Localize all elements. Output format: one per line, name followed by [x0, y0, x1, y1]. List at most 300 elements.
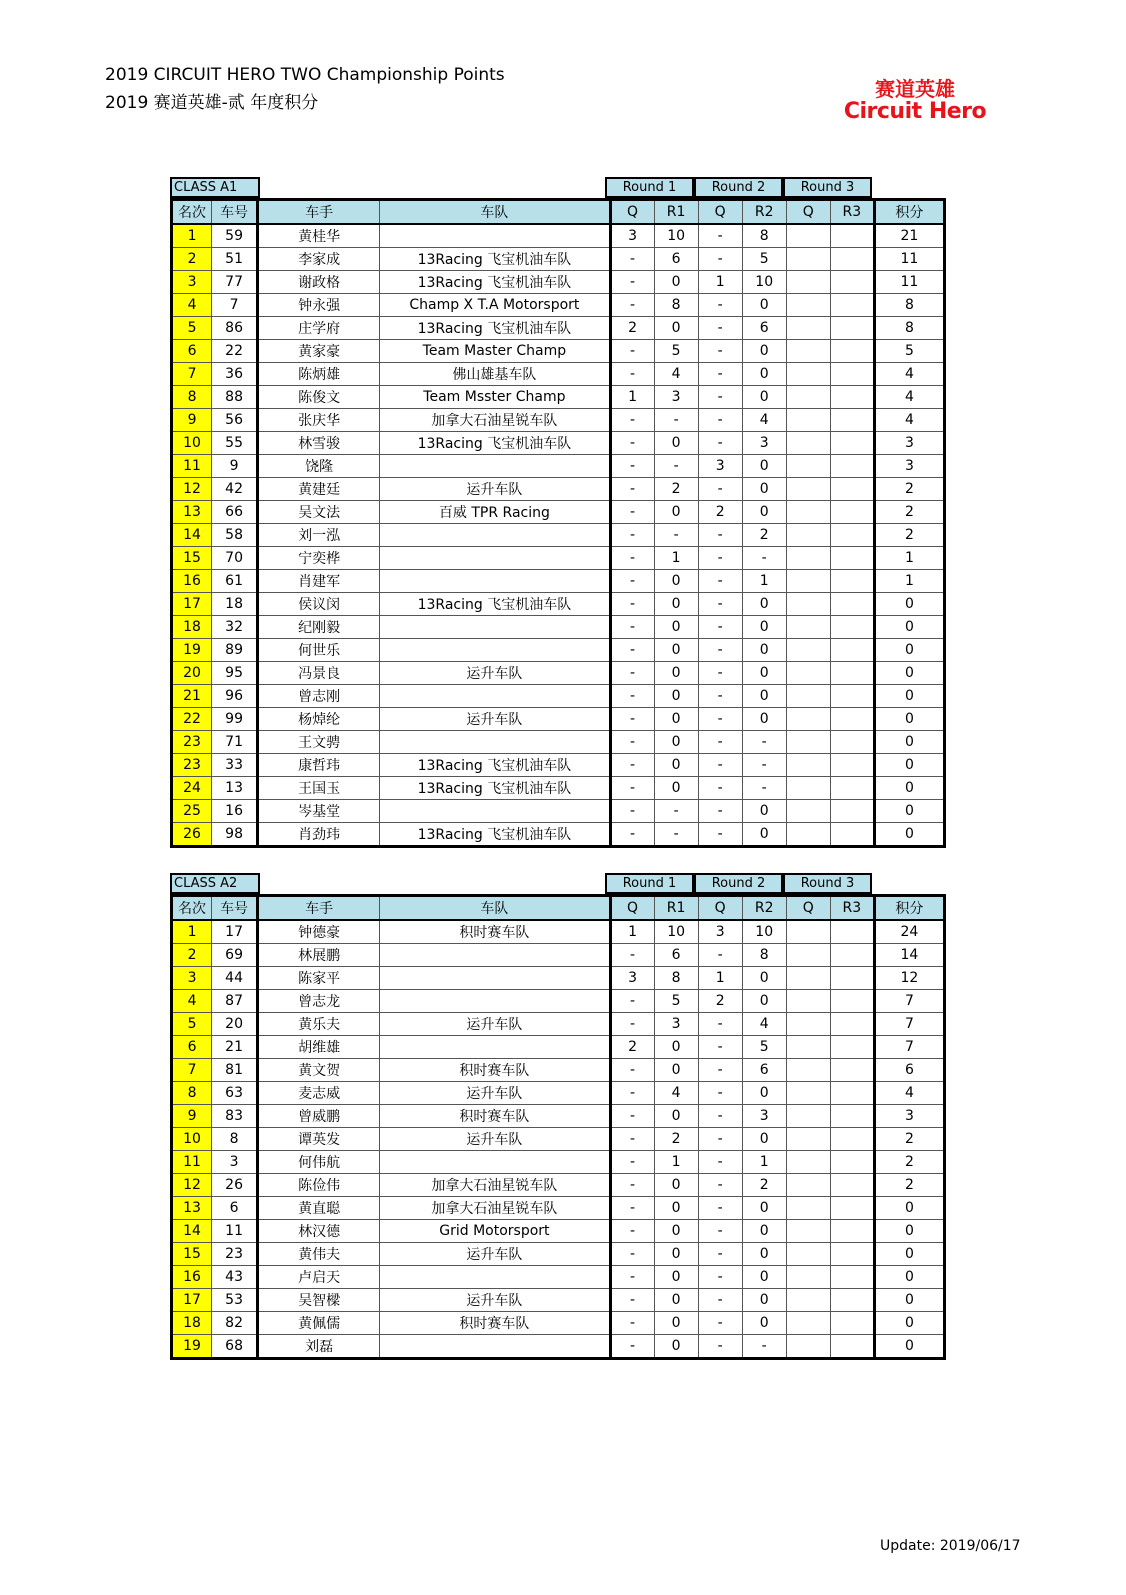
rank-cell: 12 — [172, 1174, 212, 1197]
driver-cell: 曾志龙 — [258, 990, 380, 1013]
r1-race-cell: 0 — [654, 685, 698, 708]
table-header-row — [172, 200, 945, 225]
car-no-cell: 23 — [212, 1243, 258, 1266]
car-no-cell: 18 — [212, 593, 258, 616]
car-no-cell: 99 — [212, 708, 258, 731]
table-row — [172, 386, 945, 409]
points-cell: 4 — [874, 386, 944, 409]
table-row — [172, 1013, 945, 1036]
round-2-header: Round 2 — [694, 177, 783, 198]
r3-q-cell — [786, 1174, 830, 1197]
table-row — [172, 1243, 945, 1266]
r3-q-cell — [786, 1082, 830, 1105]
team-cell: 运升车队 — [380, 1243, 610, 1266]
car-no-cell: 98 — [212, 823, 258, 847]
rank-cell: 11 — [172, 455, 212, 478]
r3-race-cell — [830, 616, 874, 639]
r3-race-cell — [830, 1312, 874, 1335]
r1-race-cell: 5 — [654, 340, 698, 363]
r2-race-cell: - — [742, 731, 786, 754]
driver-cell: 肖建军 — [258, 570, 380, 593]
r2-q-cell: - — [698, 224, 742, 248]
r2-race-cell: 0 — [742, 363, 786, 386]
r3-q-cell — [786, 1335, 830, 1359]
r2-race-cell: 5 — [742, 1036, 786, 1059]
rank-cell: 4 — [172, 294, 212, 317]
driver-cell: 康哲玮 — [258, 754, 380, 777]
r1-q-cell: - — [610, 1082, 654, 1105]
circuit-hero-logo — [830, 78, 1000, 124]
r3-race-cell — [830, 920, 874, 944]
r2-q-cell: 2 — [698, 990, 742, 1013]
team-cell: 佛山雄基车队 — [380, 363, 610, 386]
team-cell: 运升车队 — [380, 1289, 610, 1312]
team-cell: Champ X T.A Motorsport — [380, 294, 610, 317]
r2-race-cell: 0 — [742, 967, 786, 990]
team-cell — [380, 616, 610, 639]
team-cell: 加拿大石油星锐车队 — [380, 409, 610, 432]
table-row — [172, 823, 945, 847]
r2-q-cell: - — [698, 1036, 742, 1059]
r1-race-cell: 0 — [654, 1312, 698, 1335]
r3-race-cell — [830, 823, 874, 847]
points-cell: 2 — [874, 1128, 944, 1151]
r2-q-cell: - — [698, 1243, 742, 1266]
points-cell: 7 — [874, 1036, 944, 1059]
r2-race-cell: - — [742, 547, 786, 570]
r2-race-cell: 0 — [742, 800, 786, 823]
car-no-cell: 59 — [212, 224, 258, 248]
rank-cell: 6 — [172, 1036, 212, 1059]
r3-race-cell — [830, 1151, 874, 1174]
points-cell: 2 — [874, 501, 944, 524]
points-cell: 0 — [874, 1312, 944, 1335]
rank-cell: 17 — [172, 593, 212, 616]
r1-q-cell: - — [610, 363, 654, 386]
driver-cell: 何伟航 — [258, 1151, 380, 1174]
r3-q-cell — [786, 455, 830, 478]
r3-q-cell — [786, 967, 830, 990]
r2-race-cell: 8 — [742, 944, 786, 967]
r2-race-cell: 6 — [742, 317, 786, 340]
r2-race-cell: 0 — [742, 455, 786, 478]
r3-race-cell — [830, 944, 874, 967]
header-car-no: 车号 — [212, 896, 258, 921]
team-cell — [380, 1335, 610, 1359]
car-no-cell: 33 — [212, 754, 258, 777]
points-cell: 8 — [874, 317, 944, 340]
r2-q-cell: - — [698, 1105, 742, 1128]
r1-q-cell: - — [610, 662, 654, 685]
rank-cell: 19 — [172, 639, 212, 662]
r1-race-cell: 10 — [654, 920, 698, 944]
header-r3-q: Q — [786, 200, 830, 225]
team-cell: 运升车队 — [380, 662, 610, 685]
r1-race-cell: 0 — [654, 432, 698, 455]
team-cell — [380, 639, 610, 662]
r1-race-cell: 0 — [654, 616, 698, 639]
class-label: CLASS A1 — [170, 177, 260, 198]
round-1-header: Round 1 — [605, 873, 694, 894]
r3-q-cell — [786, 708, 830, 731]
r2-q-cell: - — [698, 944, 742, 967]
points-cell: 0 — [874, 1243, 944, 1266]
table-row — [172, 224, 945, 248]
table-row — [172, 271, 945, 294]
team-cell — [380, 570, 610, 593]
r2-q-cell: - — [698, 294, 742, 317]
team-cell: 运升车队 — [380, 1082, 610, 1105]
driver-cell: 吴智樑 — [258, 1289, 380, 1312]
driver-cell: 谢政格 — [258, 271, 380, 294]
r1-q-cell: - — [610, 570, 654, 593]
car-no-cell: 96 — [212, 685, 258, 708]
r3-q-cell — [786, 944, 830, 967]
driver-cell: 杨焯纶 — [258, 708, 380, 731]
points-cell: 0 — [874, 777, 944, 800]
header-points: 积分 — [874, 896, 944, 921]
car-no-cell: 32 — [212, 616, 258, 639]
table-row — [172, 1036, 945, 1059]
team-cell: 13Racing 飞宝机油车队 — [380, 754, 610, 777]
round-2-header: Round 2 — [694, 873, 783, 894]
table-header-row — [172, 896, 945, 921]
rank-cell: 1 — [172, 920, 212, 944]
r2-race-cell: 0 — [742, 1128, 786, 1151]
car-no-cell: 58 — [212, 524, 258, 547]
car-no-cell: 82 — [212, 1312, 258, 1335]
r2-race-cell: 3 — [742, 432, 786, 455]
rank-cell: 19 — [172, 1335, 212, 1359]
header-r3-race: R3 — [830, 896, 874, 921]
rank-cell: 10 — [172, 432, 212, 455]
points-cell: 7 — [874, 990, 944, 1013]
rank-cell: 1 — [172, 224, 212, 248]
r3-race-cell — [830, 501, 874, 524]
header-r1-race: R1 — [654, 200, 698, 225]
car-no-cell: 21 — [212, 1036, 258, 1059]
car-no-cell: 81 — [212, 1059, 258, 1082]
r2-q-cell: - — [698, 662, 742, 685]
r2-race-cell: 6 — [742, 1059, 786, 1082]
car-no-cell: 9 — [212, 455, 258, 478]
rank-cell: 2 — [172, 248, 212, 271]
r3-race-cell — [830, 1335, 874, 1359]
r2-race-cell: - — [742, 1335, 786, 1359]
r3-q-cell — [786, 731, 830, 754]
rank-cell: 14 — [172, 1220, 212, 1243]
team-cell — [380, 990, 610, 1013]
r3-q-cell — [786, 920, 830, 944]
r1-race-cell: 0 — [654, 754, 698, 777]
r1-race-cell: 2 — [654, 1128, 698, 1151]
r2-q-cell: - — [698, 1059, 742, 1082]
r2-q-cell: - — [698, 340, 742, 363]
team-cell: 运升车队 — [380, 1128, 610, 1151]
driver-cell: 庄学府 — [258, 317, 380, 340]
r1-q-cell: 3 — [610, 224, 654, 248]
points-cell: 2 — [874, 478, 944, 501]
car-no-cell: 22 — [212, 340, 258, 363]
r2-race-cell: 0 — [742, 616, 786, 639]
r3-q-cell — [786, 593, 830, 616]
r3-q-cell — [786, 1105, 830, 1128]
team-cell — [380, 685, 610, 708]
r1-race-cell: 3 — [654, 1013, 698, 1036]
r2-race-cell: 10 — [742, 920, 786, 944]
r2-q-cell: - — [698, 317, 742, 340]
driver-cell: 饶隆 — [258, 455, 380, 478]
r1-race-cell: 0 — [654, 1105, 698, 1128]
table-row — [172, 1220, 945, 1243]
r3-q-cell — [786, 1312, 830, 1335]
points-cell: 1 — [874, 547, 944, 570]
team-cell — [380, 455, 610, 478]
r3-q-cell — [786, 432, 830, 455]
r2-q-cell: 3 — [698, 455, 742, 478]
r2-q-cell: - — [698, 1335, 742, 1359]
r3-race-cell — [830, 685, 874, 708]
driver-cell: 刘一泓 — [258, 524, 380, 547]
driver-cell: 冯景良 — [258, 662, 380, 685]
r2-race-cell: 0 — [742, 639, 786, 662]
r1-race-cell: - — [654, 800, 698, 823]
r3-race-cell — [830, 662, 874, 685]
car-no-cell: 16 — [212, 800, 258, 823]
driver-cell: 陈俭伟 — [258, 1174, 380, 1197]
r1-q-cell: 2 — [610, 317, 654, 340]
r3-q-cell — [786, 990, 830, 1013]
r1-race-cell: 0 — [654, 731, 698, 754]
r1-race-cell: 8 — [654, 967, 698, 990]
r1-race-cell: 0 — [654, 1174, 698, 1197]
points-cell: 0 — [874, 1220, 944, 1243]
rank-cell: 7 — [172, 363, 212, 386]
r2-q-cell: 3 — [698, 920, 742, 944]
table-row — [172, 1197, 945, 1220]
driver-cell: 黄桂华 — [258, 224, 380, 248]
r3-q-cell — [786, 1266, 830, 1289]
table-row — [172, 1174, 945, 1197]
r3-q-cell — [786, 662, 830, 685]
driver-cell: 黄直聪 — [258, 1197, 380, 1220]
r1-race-cell: 0 — [654, 662, 698, 685]
r2-race-cell: 0 — [742, 386, 786, 409]
team-cell: 13Racing 飞宝机油车队 — [380, 593, 610, 616]
r1-race-cell: 10 — [654, 224, 698, 248]
r1-race-cell: 0 — [654, 593, 698, 616]
team-cell — [380, 224, 610, 248]
rank-cell: 15 — [172, 547, 212, 570]
rank-cell: 3 — [172, 271, 212, 294]
r1-q-cell: - — [610, 294, 654, 317]
r2-race-cell: 4 — [742, 409, 786, 432]
r3-race-cell — [830, 1013, 874, 1036]
points-cell: 0 — [874, 1335, 944, 1359]
rank-cell: 5 — [172, 317, 212, 340]
r3-q-cell — [786, 1059, 830, 1082]
car-no-cell: 55 — [212, 432, 258, 455]
table-row — [172, 524, 945, 547]
table-row — [172, 317, 945, 340]
r3-race-cell — [830, 409, 874, 432]
r2-race-cell: 3 — [742, 1105, 786, 1128]
r1-race-cell: 0 — [654, 317, 698, 340]
team-cell — [380, 731, 610, 754]
points-cell: 0 — [874, 616, 944, 639]
table-row — [172, 800, 945, 823]
car-no-cell: 69 — [212, 944, 258, 967]
driver-cell: 黄伟夫 — [258, 1243, 380, 1266]
car-no-cell: 89 — [212, 639, 258, 662]
r3-race-cell — [830, 1105, 874, 1128]
driver-cell: 曾志刚 — [258, 685, 380, 708]
team-cell: Team Master Champ — [380, 340, 610, 363]
driver-cell: 钟德豪 — [258, 920, 380, 944]
header-r1-race: R1 — [654, 896, 698, 921]
r1-q-cell: - — [610, 1312, 654, 1335]
r1-race-cell: 4 — [654, 363, 698, 386]
r3-race-cell — [830, 1220, 874, 1243]
page-title: 2019 CIRCUIT HERO TWO Championship Points — [105, 65, 505, 85]
points-cell: 2 — [874, 1151, 944, 1174]
r1-race-cell: 6 — [654, 248, 698, 271]
r1-race-cell: 1 — [654, 547, 698, 570]
logo-en-text: Circuit Hero — [843, 99, 987, 124]
r1-q-cell: - — [610, 800, 654, 823]
header-team: 车队 — [380, 200, 610, 225]
r1-q-cell: - — [610, 409, 654, 432]
car-no-cell: 86 — [212, 317, 258, 340]
table-row — [172, 967, 945, 990]
r2-race-cell: - — [742, 777, 786, 800]
car-no-cell: 95 — [212, 662, 258, 685]
rank-cell: 4 — [172, 990, 212, 1013]
r1-race-cell: - — [654, 409, 698, 432]
table-row — [172, 363, 945, 386]
r1-race-cell: 0 — [654, 1220, 698, 1243]
table-row — [172, 662, 945, 685]
table-row — [172, 616, 945, 639]
r1-q-cell: - — [610, 990, 654, 1013]
r3-race-cell — [830, 478, 874, 501]
round-3-header: Round 3 — [783, 177, 872, 198]
r3-race-cell — [830, 386, 874, 409]
header-r1-q: Q — [610, 200, 654, 225]
r1-race-cell: 6 — [654, 944, 698, 967]
driver-cell: 林雪骏 — [258, 432, 380, 455]
rank-cell: 22 — [172, 708, 212, 731]
r3-q-cell — [786, 800, 830, 823]
header-r3-q: Q — [786, 896, 830, 921]
rank-cell: 10 — [172, 1128, 212, 1151]
driver-cell: 王国玉 — [258, 777, 380, 800]
points-cell: 4 — [874, 409, 944, 432]
driver-cell: 黄文贺 — [258, 1059, 380, 1082]
team-cell: Team Msster Champ — [380, 386, 610, 409]
car-no-cell: 11 — [212, 1220, 258, 1243]
car-no-cell: 44 — [212, 967, 258, 990]
r1-race-cell: 3 — [654, 386, 698, 409]
table-row — [172, 777, 945, 800]
r2-q-cell: - — [698, 570, 742, 593]
rank-cell: 23 — [172, 754, 212, 777]
driver-cell: 黄建廷 — [258, 478, 380, 501]
r1-race-cell: 0 — [654, 1335, 698, 1359]
r2-race-cell: 0 — [742, 685, 786, 708]
car-no-cell: 36 — [212, 363, 258, 386]
r3-race-cell — [830, 1266, 874, 1289]
r3-race-cell — [830, 1036, 874, 1059]
r2-race-cell: 0 — [742, 990, 786, 1013]
r1-q-cell: - — [610, 754, 654, 777]
team-cell: 积时赛车队 — [380, 1105, 610, 1128]
r2-q-cell: - — [698, 1197, 742, 1220]
points-cell: 5 — [874, 340, 944, 363]
standings-table-a2 — [170, 894, 946, 1360]
r1-race-cell: 0 — [654, 271, 698, 294]
r3-race-cell — [830, 570, 874, 593]
driver-cell: 王文骋 — [258, 731, 380, 754]
rank-cell: 3 — [172, 967, 212, 990]
table-row — [172, 1105, 945, 1128]
r1-q-cell: - — [610, 708, 654, 731]
table-row — [172, 1082, 945, 1105]
team-cell: 13Racing 飞宝机油车队 — [380, 271, 610, 294]
r2-q-cell: - — [698, 432, 742, 455]
team-cell — [380, 1036, 610, 1059]
header-r2-q: Q — [698, 200, 742, 225]
r2-race-cell: 0 — [742, 340, 786, 363]
r3-race-cell — [830, 547, 874, 570]
class-label: CLASS A2 — [170, 873, 260, 894]
table-row — [172, 1335, 945, 1359]
r2-q-cell: - — [698, 800, 742, 823]
r2-race-cell: 1 — [742, 570, 786, 593]
table-row — [172, 501, 945, 524]
team-cell — [380, 967, 610, 990]
team-cell: 13Racing 飞宝机油车队 — [380, 317, 610, 340]
r1-q-cell: - — [610, 1243, 654, 1266]
table-row — [172, 920, 945, 944]
r3-race-cell — [830, 731, 874, 754]
r3-q-cell — [786, 1151, 830, 1174]
r3-race-cell — [830, 1082, 874, 1105]
r2-race-cell: 0 — [742, 501, 786, 524]
rank-cell: 6 — [172, 340, 212, 363]
r2-q-cell: 1 — [698, 271, 742, 294]
r1-q-cell: 1 — [610, 386, 654, 409]
car-no-cell: 88 — [212, 386, 258, 409]
r3-q-cell — [786, 340, 830, 363]
car-no-cell: 26 — [212, 1174, 258, 1197]
r2-q-cell: - — [698, 593, 742, 616]
car-no-cell: 7 — [212, 294, 258, 317]
r3-race-cell — [830, 271, 874, 294]
points-cell: 11 — [874, 271, 944, 294]
r3-q-cell — [786, 777, 830, 800]
r2-q-cell: - — [698, 386, 742, 409]
r3-race-cell — [830, 1243, 874, 1266]
r2-q-cell: - — [698, 1312, 742, 1335]
r1-race-cell: 0 — [654, 501, 698, 524]
table-row — [172, 1289, 945, 1312]
r2-race-cell: 4 — [742, 1013, 786, 1036]
table-row — [172, 570, 945, 593]
rank-cell: 9 — [172, 409, 212, 432]
r3-race-cell — [830, 967, 874, 990]
car-no-cell: 42 — [212, 478, 258, 501]
